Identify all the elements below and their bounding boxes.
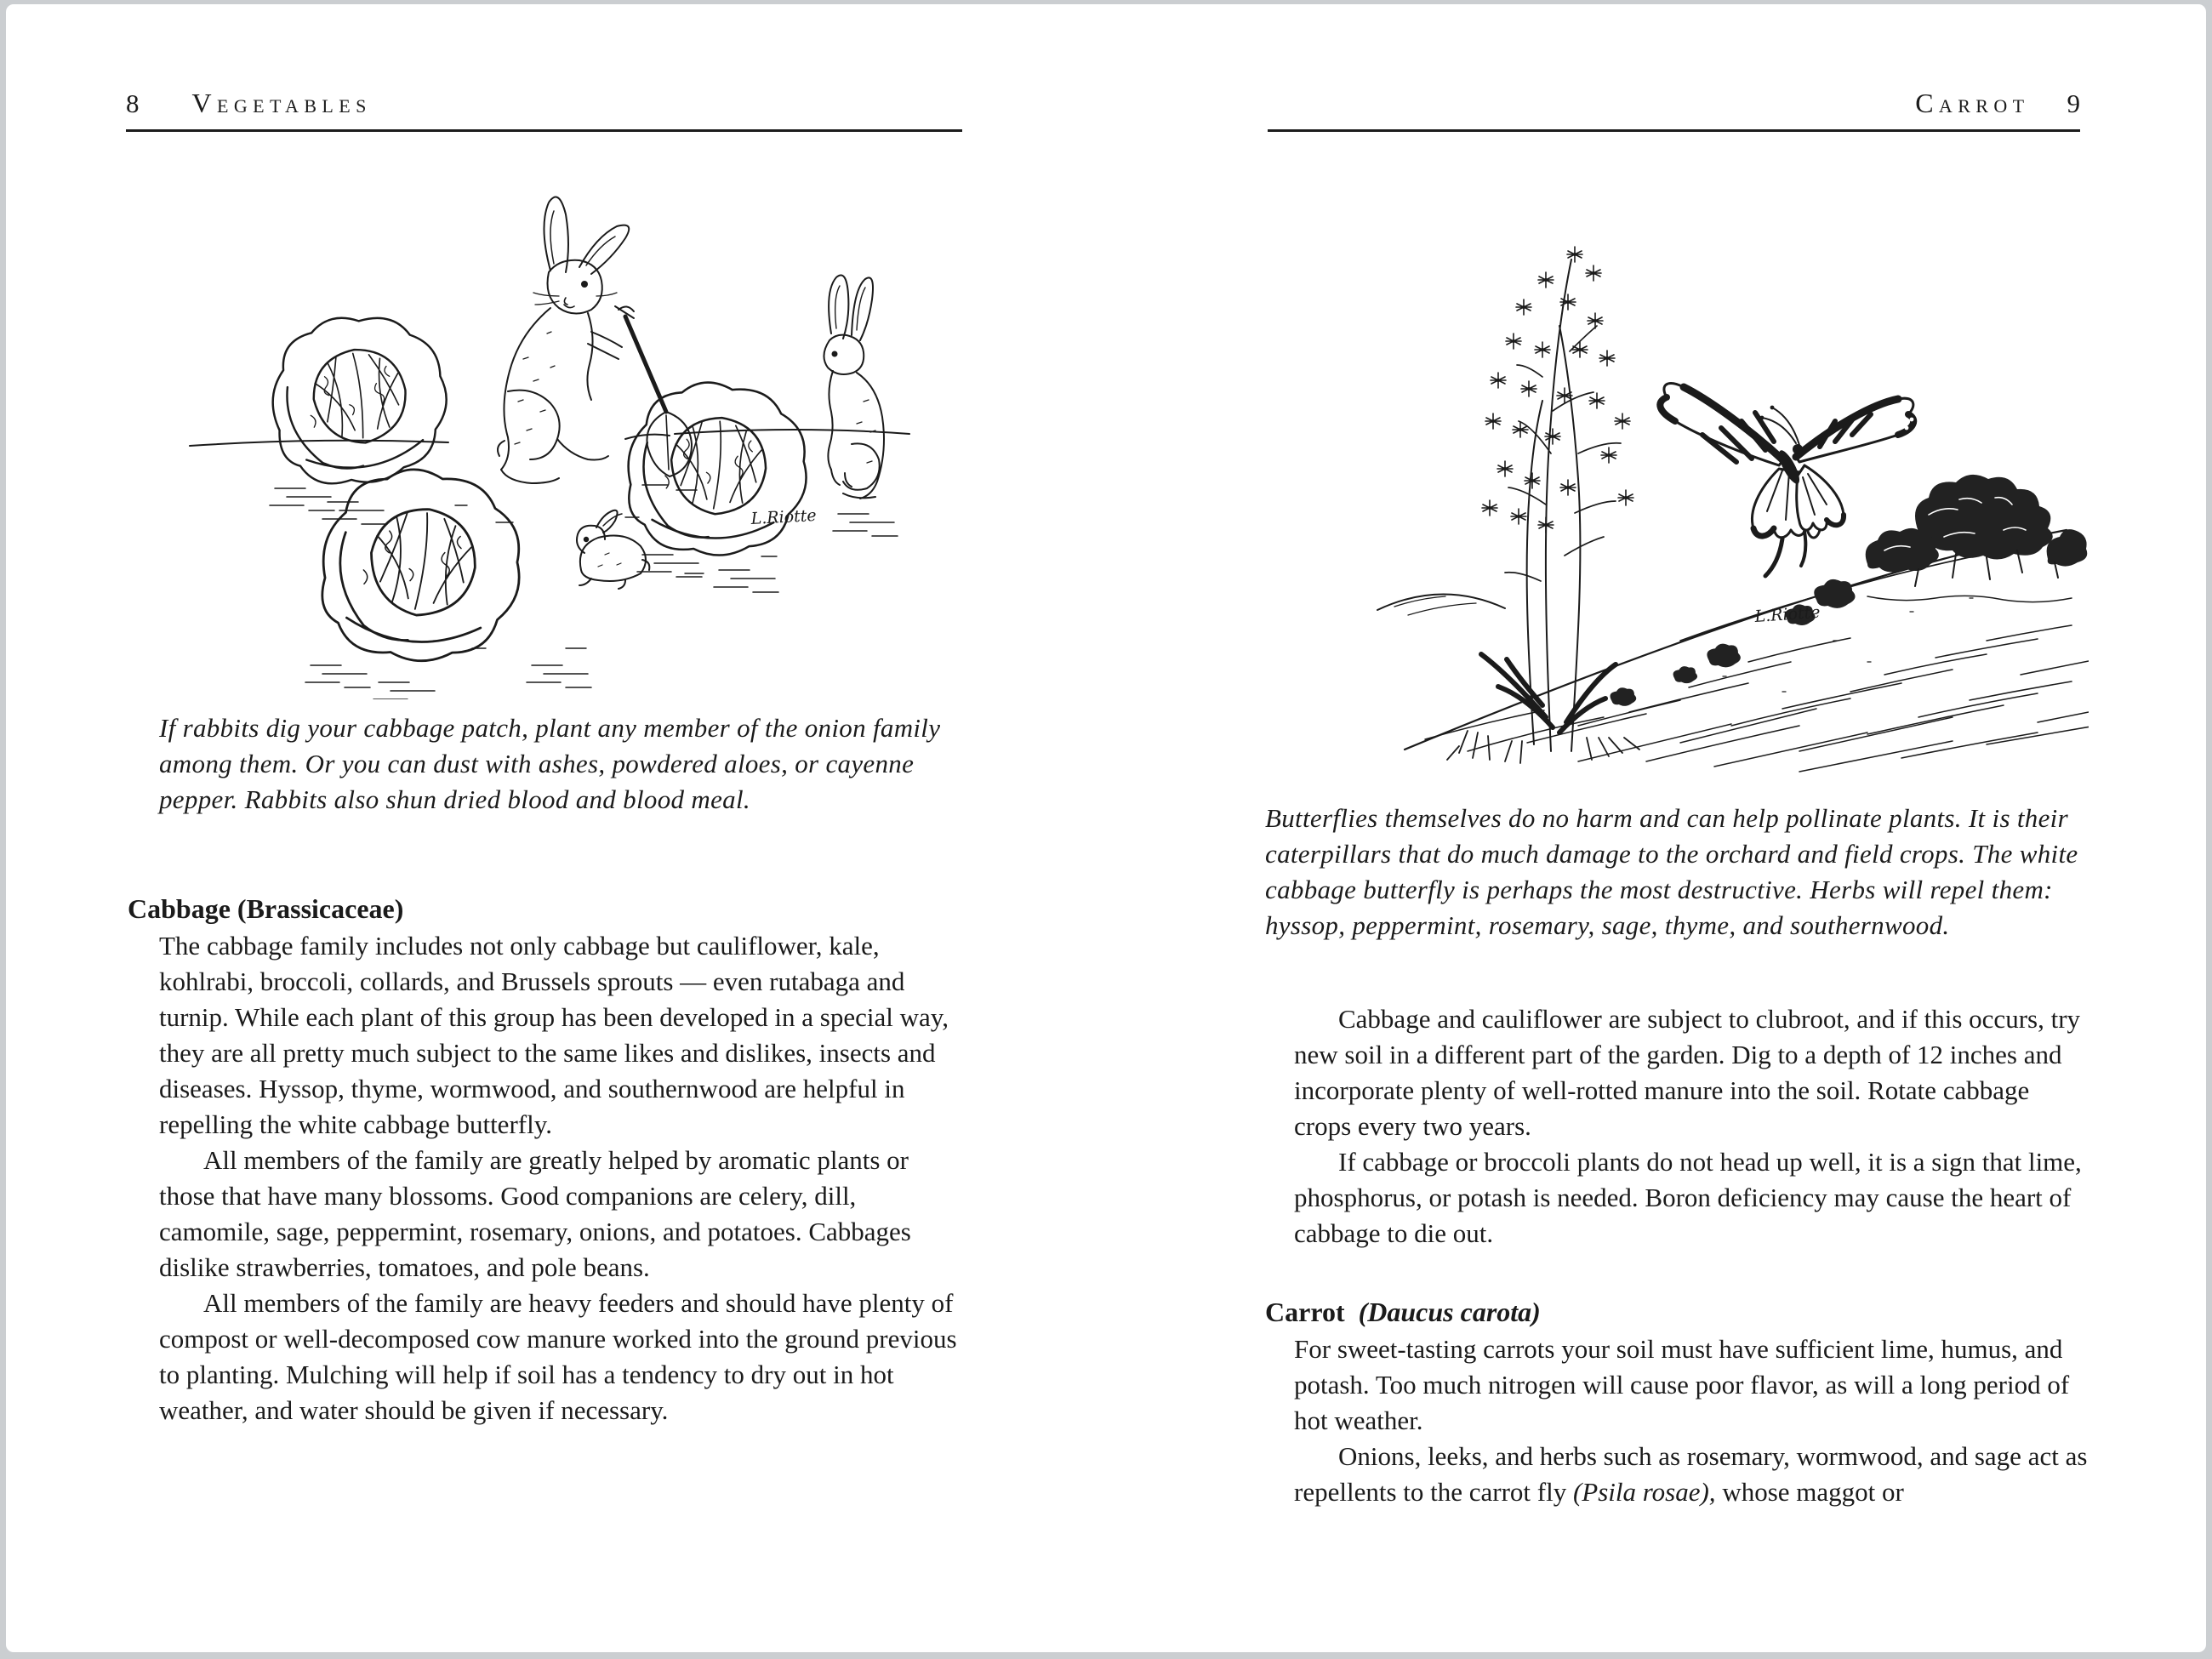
cabbage-continuation-body [1294, 1001, 2090, 1251]
carrot-section-heading [1265, 1294, 2078, 1330]
left-page-header [126, 86, 962, 121]
body-paragraph: All members of the family are heavy feeders and should have plenty of compost or well-decomposed cow manure worked into the ground previous to planting. Mulching will help if soil has a tendency to dry out in hot weather, and water should be given if necessary. [159, 1288, 957, 1425]
page-sheet [6, 4, 2206, 1652]
carrot-section-body [1294, 1331, 2090, 1510]
right-illustration-caption: Butterflies themselves do no harm and can help pollinate plants. It is their caterpillars that do much damage to the orchard and field crops. The white cabbage butterfly is perhaps the most destructive. Herbs will repel them: hyssop, peppermint, rosemary, sage, thyme, and southernwood. [1265, 803, 2078, 940]
right-header-rule [1268, 129, 2080, 132]
butterfly-meadow-illustration [1323, 198, 2089, 785]
carrot-heading-latin: (Daucus carota) [1358, 1297, 1541, 1327]
carrot-heading-name: Carrot [1265, 1297, 1345, 1327]
body-paragraph: Cabbage and cauliflower are subject to clubroot, and if this occurs, try new soil in a different part of the garden. Dig to a depth of 12 inches and incorporate plenty of well-rotted manure into the soil. Rotate cabbage crops every two years. [1294, 1004, 2081, 1141]
latin-name-inline: (Psila rosae), [1572, 1477, 1716, 1507]
rabbits-cabbage-patch-illustration [166, 189, 936, 699]
right-page-number: 9 [2067, 88, 2080, 118]
left-header-rule [126, 129, 962, 132]
right-running-title: Carrot [1915, 88, 2030, 118]
left-illustration-caption: If rabbits dig your cabbage patch, plant any member of the onion family among them. Or you can dust with ashes, powdered aloes, or cayenne pepper. Rabbits also shun dried blood and blood meal. [159, 713, 941, 814]
left-page-number: 8 [126, 88, 140, 118]
cabbage-section-body [159, 928, 964, 1428]
body-paragraph: If cabbage or broccoli plants do not head up well, it is a sign that lime, phosphorus, or potash is needed. Boron deficiency may cause the heart of cabbage to die out. [1294, 1147, 2082, 1248]
left-running-title: Vegetables [191, 88, 372, 118]
body-paragraph: All members of the family are greatly helped by aromatic plants or those that have many blossoms. Good companions are celery, dill, camomile, sage, peppermint, rosemary, onions, and potatoes. Cabbages dislike strawberries, tomatoes, and pole beans. [159, 1145, 911, 1282]
cabbage-section-heading: Cabbage (Brassicaceae) [128, 893, 404, 924]
body-paragraph: For sweet-tasting carrots your soil must have sufficient lime, humus, and potash. Too much nitrogen will cause poor flavor, as will a long period of hot weather. [1294, 1334, 2070, 1435]
illustrator-signature: L.Riotte [750, 505, 818, 528]
right-page-header [1268, 86, 2080, 121]
illustrator-signature: L.Riotte [1753, 602, 1821, 626]
body-paragraph: The cabbage family includes not only cabbage but cauliflower, kale, kohlrabi, broccoli, collards, and Brussels sprouts — even rutabaga and turnip. While each plant of this group has been developed in a special way, they are all pretty much subject to the same likes and dislikes, insects and diseases. Hyssop, thyme, wormwood, and southernwood are helpful in repelling the white cabbage butterfly. [159, 931, 949, 1139]
body-paragraph: Onions, leeks, and herbs such as rosemary, wormwood, and sage act as repellents to the carrot fly (Psila rosae), whose maggot or [1294, 1441, 2088, 1507]
